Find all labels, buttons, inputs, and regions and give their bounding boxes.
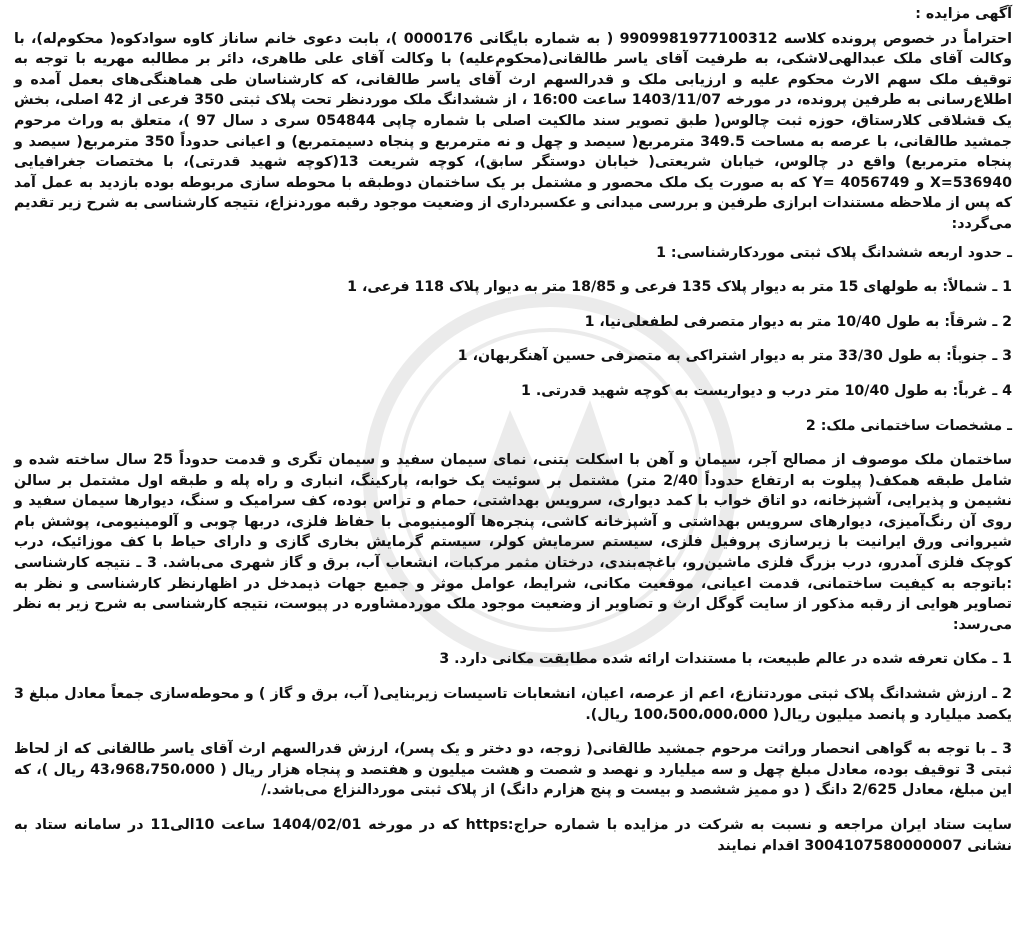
result-item-1: 1 ـ مکان تعرفه شده در عالم طبیعت، با مستندات ارائه شده مطابقت مکانی دارد. 3	[439, 651, 1012, 668]
building-specs-heading: ـ مشخصات ساختمانی ملک: 2	[805, 417, 1012, 434]
result-item-2: 2 ـ ارزش ششدانگ پلاک ثبتی موردتنازع، اعم از عرصه، اعیان، انشعابات تاسیسات زیربنایی( آب، برق و گاز ) و محوطه‌سازی جمعاً معادل مبلغ 3 یکصد میلیارد و پانصد میلیون ریال( 100،500،000،000 ریال).	[14, 686, 1012, 723]
boundaries-heading: ـ حدود اربعه ششدانگ پلاک ثبتی موردکارشناسی: 1	[656, 244, 1012, 261]
auction-notice-document	[14, 4, 1012, 926]
boundary-east: 2 ـ شرقاً: به طول 10/40 متر به دیوار متصرفی لطفعلی‌نیا، 1	[584, 313, 1012, 330]
result-item-3: 3 ـ با توجه به گواهی انحصار وراثت مرحوم جمشید طالقانی( زوجه، دو دختر و یک پسر)، ارزش قدرالسهم ارث آقای یاسر طالقانی که از لحاظ ثبتی 3 توقیف بوده، معادل مبلغ چهل و سه میلیارد و نهصد و شصت و هشت میلیون و هفتصد و پنجاه هزار ریال ( 43،968،750،000 ریال )، که این مبلغ، معادل 2/625 دانگ ( دو ممیز ششصد و بیست و پنج هزارم دانگ) از پلاک ثبتی موردالنزاع می‌باشد./	[14, 741, 1013, 799]
notice-title: آگهی مزایده :	[915, 6, 1012, 22]
intro-paragraph: احتراماً در خصوص پرونده کلاسه 9909981977100312 ( به شماره بایگانی 0000176 )، بابت دعوی خانم ساناز کاوه سوادکوه( محکوم‌له)، با وکالت آقای ملک عبدالهی‌لاشکی، به طرفیت آقای یاسر طالقانی(محکوم‌علیه) با وکالت آقای علی طاهری، دائر بر مطالبه مهریه با توجه به توقیف ملک سهم الارث محکوم علیه و ارزیابی ملک و قدرالسهم ارث آقای یاسر طالقانی، که کارشناسان طی هماهنگی‌های بعمل آمده و اطلاع‌رسانی به طرفین پرونده، در مورخه 1403/11/07 ساعت 16:00 ، از ششدانگ ملک موردنظر تحت پلاک ثبتی 350 فرعی از 42 اصلی، بخش یک قشلاقی کلارستاق، حوزه ثبت چالوس( طبق تصویر سند مالکیت اصلی با شماره چاپی 054844 سری د سال 97 )، متعلق به وراث مرحوم جمشید طالقانی، با عرصه به مساحت 349.5 مترمربع( سیصد و چهل و نه مترمربع و پنجاه دسیمتمربع) و اعیانی حدوداً 350 مترمربع( سیصد و پنجاه مترمربع) واقع در چالوس، خیابان شریعتی( خیابان دوستگر سابق)، کوچه شریعت 13(کوچه شهید قدرتی)، با مختصات جغرافیایی X=536940 و Y= 4056749 که به صورت یک ملک محصور و مشتمل بر یک ساختمان دوطبقه با محوطه سازی مربوطه بوده بازدید به عمل آمد که پس از ملاحظه مستندات ابرازی طرفین و بررسی میدانی و عکسبرداری از وضعیت موجود رقبه موردنزاع، نتیجه کارشناسی به شرح زیر تقدیم می‌گردد:	[14, 30, 1013, 232]
boundary-north: 1 ـ شمالاً: به طولهای 15 متر به دیوار پلاک 135 فرعی و 18/85 متر به دیوار پلاک 118 فرعی، 1	[347, 279, 1012, 296]
closing-paragraph: سایت ستاد ایران مراجعه و نسبت به شرکت در مزایده با شماره حراج:https که در مورخه 1404/02/01 ساعت 10الی11 در سامانه ستاد به نشانی 3004107580000007 اقدام نمایند	[14, 817, 1013, 854]
boundary-south: 3 ـ جنوباً: به طول 33/30 متر به دیوار اشتراکی به متصرفی حسین آهنگربهان، 1	[457, 348, 1012, 365]
building-description-paragraph: ساختمان ملک موصوف از مصالح آجر، سیمان و آهن با اسکلت بتنی، نمای سیمان سفید و سیمان تگری و قدمت حدوداً 25 سال ساخته شده و شامل طبقه همکف( پیلوت به ارتفاع حدوداً 2/40 متر) مشتمل بر سوئیت یک خوابه، پارکینگ، انباری و راه پله و طبقه اول مشتمل بر سالن نشیمن و پذیرایی، آشپزخانه، دو اتاق خواب با کمد دیواری، سرویس بهداشتی، حمام و تراس بوده، کف سرامیک و سنگ، دیوارها سیمان سفید و روی آن رنگ‌آمیزی، دیوارهای سرویس بهداشتی و آشپزخانه کاشی، پنجره‌ها آلومینیومی با حفاظ فلزی، دربها چوبی و آلومینیومی، پوشش بام شیروانی ورق ایرانیت با زیرسازی پروفیل فلزی، سیستم سرمایش کولر، سیستم گرمایش بخاری گازی و دارای حیاط با کف موزائیک، درب کوچک فلزی آمدرو، درب بزرگ فلزی ماشین‌رو، باغچه‌بندی، درختان مثمر مرکبات، انشعاب آب، برق و گاز شهری می‌باشد. 3 ـ نتیجه کارشناسی :باتوجه به کیفیت ساختمانی، قدمت اعیانی، موقعیت مکانی، شرایط، عوامل موثر و جمیع جهات ذیمدخل در اظهارنظر کارشناسی و نظر به تصاویر هوایی از رقبه مذکور از سایت گوگل ارث و تصاویر از وضعیت موجود ملک موردمشاوره در پیوست، نتیجه کارشناسی به شرح زیر به نظر می‌رسد:	[14, 452, 1013, 633]
boundary-west: 4 ـ غرباً: به طول 10/40 متر درب و دیواریست به کوچه شهید قدرتی. 1	[521, 382, 1012, 399]
